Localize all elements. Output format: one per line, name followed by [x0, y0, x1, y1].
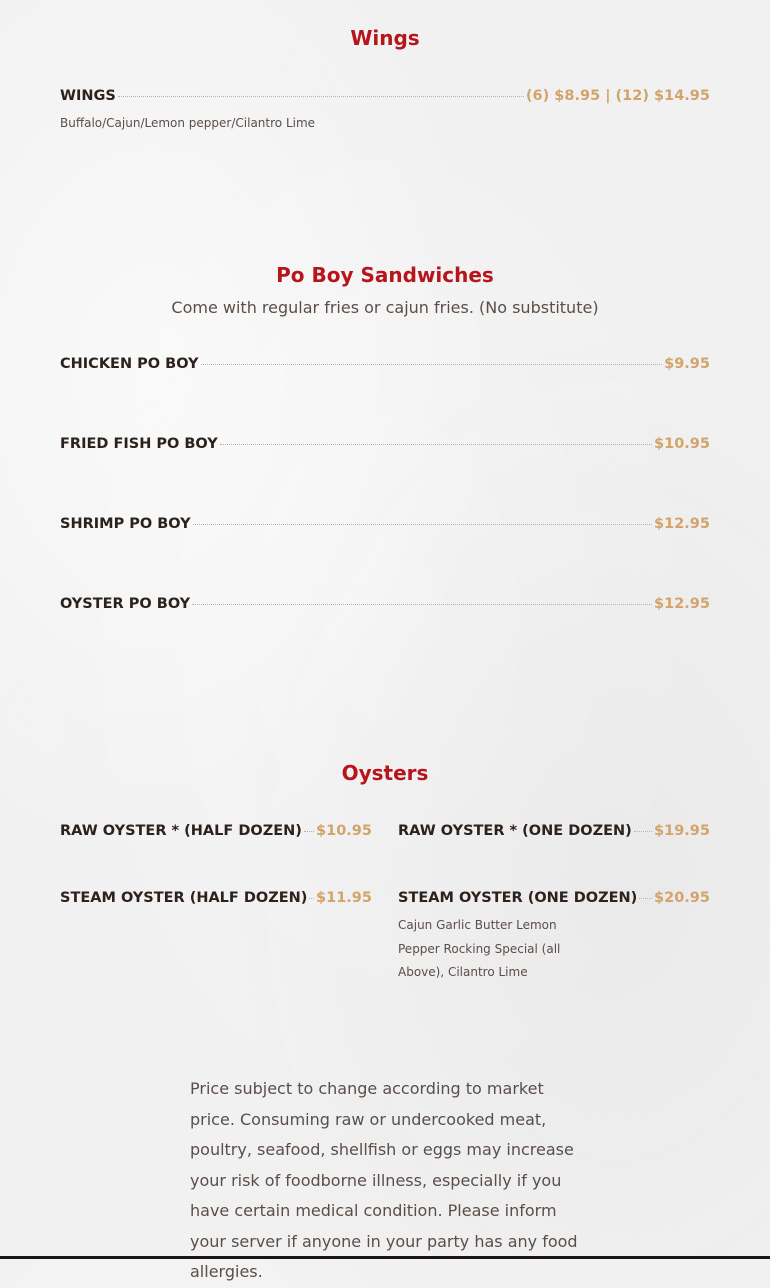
menu-item-fried-fish-po-boy [60, 436, 710, 452]
dotted-leader [220, 444, 652, 445]
item-price: (6) $8.95 | (12) $14.95 [525, 88, 710, 104]
item-price: $20.95 [654, 890, 710, 906]
dotted-leader [201, 364, 663, 365]
menu-item-chicken-po-boy [60, 356, 710, 372]
item-name: SHRIMP PO BOY [60, 516, 191, 532]
item-description: Buffalo/Cajun/Lemon pepper/Cilantro Lime [60, 116, 316, 130]
menu-item-steam-oyster-dozen [398, 890, 710, 906]
dotted-leader [634, 831, 652, 832]
item-price: $10.95 [654, 436, 710, 452]
item-price: $10.95 [316, 823, 372, 839]
dotted-leader [639, 898, 652, 899]
dotted-leader [192, 604, 652, 605]
item-price: $19.95 [654, 823, 710, 839]
item-price: $12.95 [654, 596, 710, 612]
menu-item-wings [60, 88, 710, 104]
section-title-oysters: Oysters [341, 761, 429, 785]
item-name: CHICKEN PO BOY [60, 356, 199, 372]
item-price: $11.95 [316, 890, 372, 906]
section-subtitle: Come with regular fries or cajun fries. (No substitute) [171, 298, 599, 317]
dotted-leader [118, 96, 524, 97]
item-name: RAW OYSTER * (ONE DOZEN) [398, 823, 632, 839]
item-price: $12.95 [654, 516, 710, 532]
dotted-leader [193, 524, 652, 525]
disclaimer-text: Price subject to change according to market price. Consuming raw or undercooked meat, poultry, seafood, shellfish or eggs may increase your risk of foodborne illness, especially if you have certain medical condition. Please inform your server if anyone in your party has any food allergies. [190, 1079, 578, 1281]
dotted-leader [309, 898, 314, 899]
dotted-leader [304, 831, 314, 832]
item-description: Cajun Garlic Butter Lemon Pepper Rocking Special (all Above), Cilantro Lime [398, 918, 561, 979]
item-price: $9.95 [664, 356, 710, 372]
item-name: STEAM OYSTER (ONE DOZEN) [398, 890, 638, 906]
menu-item-raw-oyster-dozen [398, 823, 710, 839]
section-title-po-boy: Po Boy Sandwiches [276, 263, 494, 287]
item-name: WINGS [60, 88, 116, 104]
menu-item-raw-oyster-half [60, 823, 372, 839]
item-name: RAW OYSTER * (HALF DOZEN) [60, 823, 302, 839]
item-name: FRIED FISH PO BOY [60, 436, 218, 452]
menu-item-oyster-po-boy [60, 596, 710, 612]
menu-item-shrimp-po-boy [60, 516, 710, 532]
item-name: STEAM OYSTER (HALF DOZEN) [60, 890, 308, 906]
section-title-wings: Wings [350, 26, 420, 50]
item-name: OYSTER PO BOY [60, 596, 191, 612]
menu-item-steam-oyster-half [60, 890, 372, 906]
